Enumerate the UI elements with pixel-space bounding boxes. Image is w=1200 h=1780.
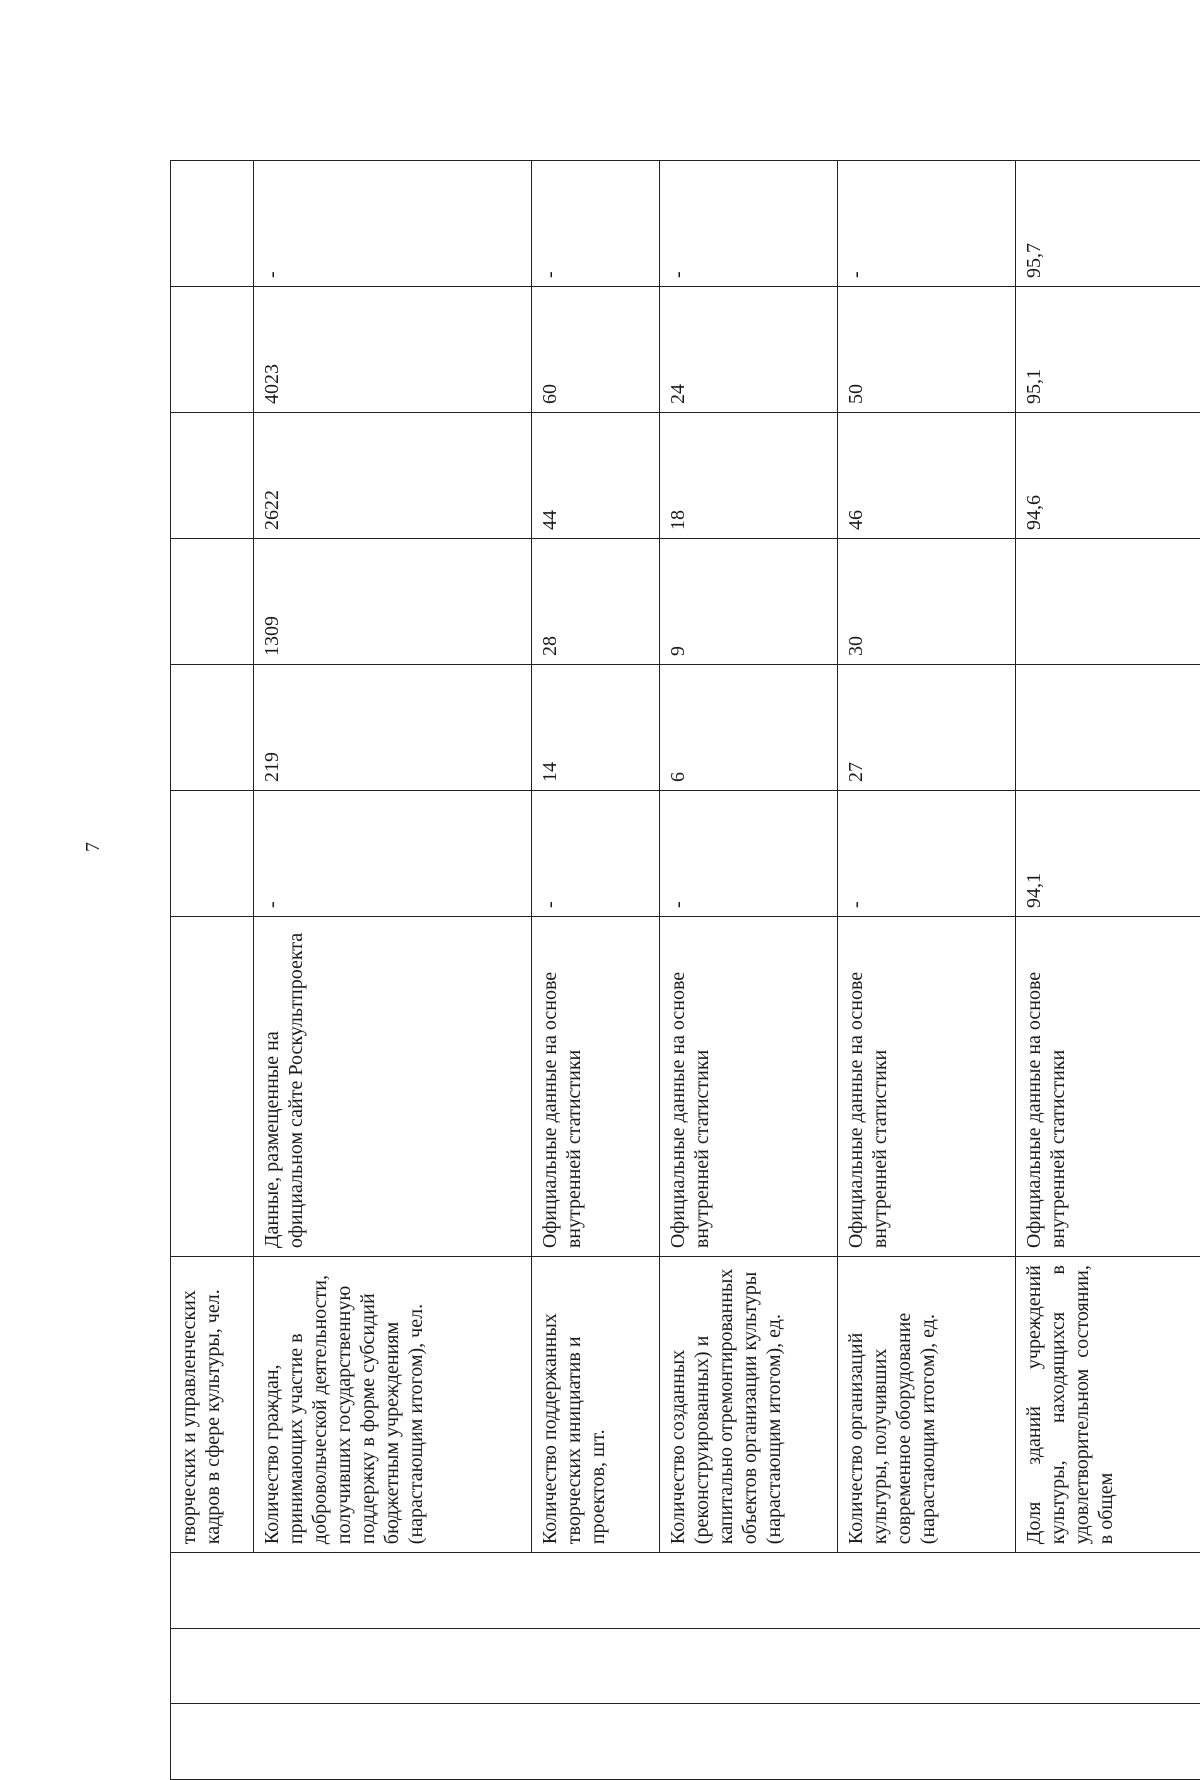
value-cell: [1016, 665, 1200, 791]
value-cell: -: [838, 161, 1016, 287]
source-cell: [171, 916, 254, 1256]
value-cell: -: [838, 790, 1016, 916]
value-cell: 30: [838, 539, 1016, 665]
value-cell: [171, 413, 254, 539]
indicator-table-rotated: [170, 160, 1150, 1780]
table-row: [1016, 161, 1200, 1780]
indicator-cell: Доля зданий учреждений культуры, находящихся в удовлетворительном состоянии, в общем: [1016, 1257, 1200, 1553]
value-cell: 50: [838, 287, 1016, 413]
value-cell: [1016, 539, 1200, 665]
source-cell: Официальные данные на основе внутренней статистики: [838, 916, 1016, 1256]
value-cell: [171, 539, 254, 665]
value-cell: 1309: [254, 539, 532, 665]
indicator-cell: Количество организаций культуры, получивших современное оборудование (нарастающим итогом), ед.: [838, 1257, 1016, 1553]
value-cell: 9: [660, 539, 838, 665]
source-cell: Официальные данные на основе внутренней статистики: [1016, 916, 1200, 1256]
table-row: [838, 161, 1016, 1780]
indicator-cell: Количество созданных (реконструированных) и капитально отремонтированных объектов организации культуры (нарастающим итогом), ед.: [660, 1257, 838, 1553]
table-row: [254, 161, 532, 1780]
indicator-table: [170, 160, 1200, 1780]
value-cell: 44: [532, 413, 660, 539]
page-number: 7: [82, 842, 105, 852]
value-cell: [171, 790, 254, 916]
value-cell: -: [532, 161, 660, 287]
source-cell: Официальные данные на основе внутренней статистики: [660, 916, 838, 1256]
indicator-cell: Количество поддержанных творческих инициатив и проектов, шт.: [532, 1257, 660, 1553]
value-cell: -: [660, 161, 838, 287]
value-cell: 14: [532, 665, 660, 791]
value-cell: -: [532, 790, 660, 916]
value-cell: 27: [838, 665, 1016, 791]
value-cell: 18: [660, 413, 838, 539]
table-row: [171, 161, 254, 1780]
value-cell: 94,1: [1016, 790, 1200, 916]
blank-cell: [171, 1553, 1200, 1629]
value-cell: [171, 665, 254, 791]
value-cell: -: [660, 790, 838, 916]
blank-cell: [171, 1704, 1200, 1780]
value-cell: 6: [660, 665, 838, 791]
value-cell: [171, 287, 254, 413]
value-cell: [171, 161, 254, 287]
value-cell: 219: [254, 665, 532, 791]
source-cell: Данные, размещенные на официальном сайте Роскультпроекта: [254, 916, 532, 1256]
table-row: [532, 161, 660, 1780]
value-cell: -: [254, 790, 532, 916]
indicator-cell: творческих и управленческих кадров в сфере культуры, чел.: [171, 1257, 254, 1553]
value-cell: -: [254, 161, 532, 287]
source-cell: Официальные данные на основе внутренней статистики: [532, 916, 660, 1256]
value-cell: 28: [532, 539, 660, 665]
table-row: [660, 161, 838, 1780]
value-cell: 95,1: [1016, 287, 1200, 413]
value-cell: 4023: [254, 287, 532, 413]
indicator-cell: Количество граждан, принимающих участие в добровольческой деятельности, получивших государственную поддержку в форме субсидий бюджетным учреждениям (нарастающим итогом), чел.: [254, 1257, 532, 1553]
value-cell: 94,6: [1016, 413, 1200, 539]
value-cell: 2622: [254, 413, 532, 539]
value-cell: 60: [532, 287, 660, 413]
value-cell: 46: [838, 413, 1016, 539]
value-cell: 24: [660, 287, 838, 413]
value-cell: 95,7: [1016, 161, 1200, 287]
